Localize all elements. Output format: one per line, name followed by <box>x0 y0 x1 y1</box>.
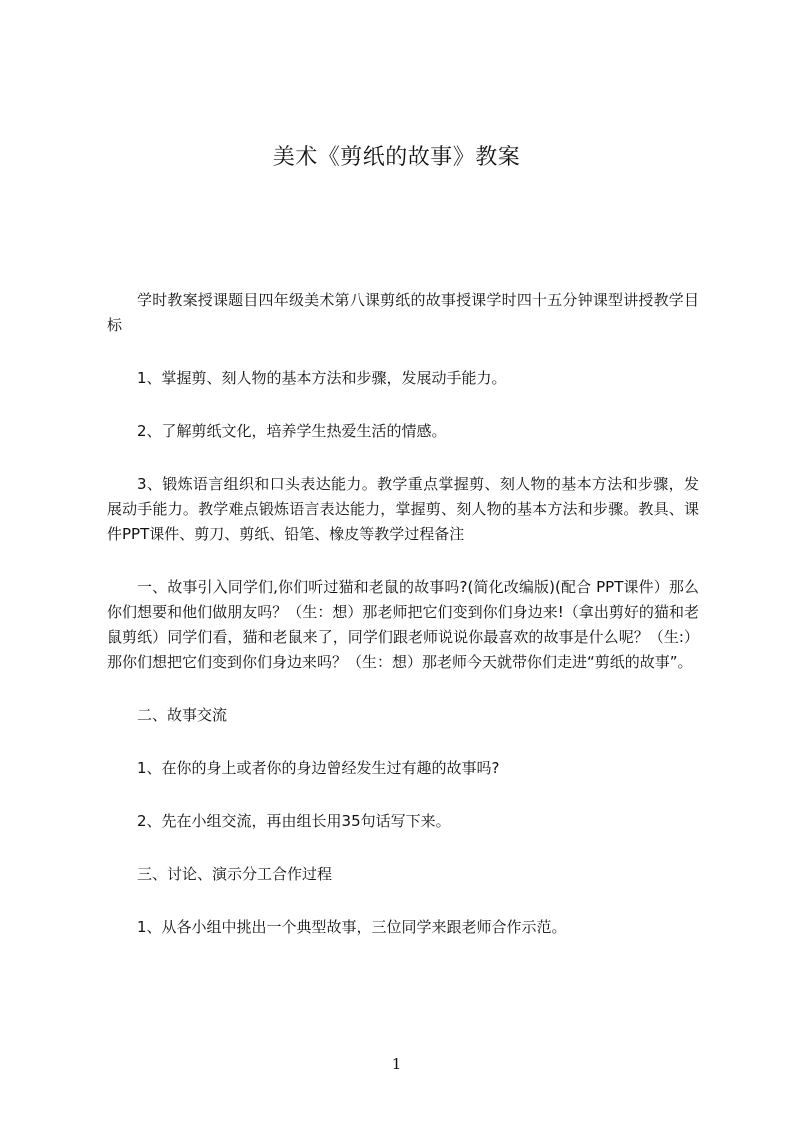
heading-story-exchange: 二、故事交流 <box>137 706 228 724</box>
paragraph-objective-1: 1、掌握剪、刻人物的基本方法和步骤，发展动手能力。 <box>137 369 507 387</box>
document-body <box>107 288 699 940</box>
paragraph-exchange-1: 1、在你的身上或者你的身边曾经发生过有趣的故事吗? <box>137 759 500 777</box>
paragraph-lesson-info: 学时教案授课题目四年级美术第八课剪纸的故事授课学时四十五分钟课型讲授教学目标 <box>107 291 699 334</box>
paragraph-story-intro: 一、故事引入同学们,你们听过猫和老鼠的故事吗?(简化改编版)(配合 PPT课件）那么你们想要和他们做朋友吗？（生：想）那老师把它们变到你们身边来!（拿出剪好的猫和老鼠剪纸）同学们看，猫和老鼠来了，同学们跟老师说说你最喜欢的故事是什么呢？（生:）那你们想把它们变到你们身边来吗？（生：想）那老师今天就带你们走进“剪纸的故事”。 <box>107 578 699 671</box>
heading-discussion: 三、讨论、演示分工合作过程 <box>137 865 333 883</box>
paragraph-objective-2: 2、了解剪纸文化，培养学生热爱生活的情感。 <box>137 422 447 440</box>
paragraph-discussion-1: 1、从各小组中挑出一个典型故事，三位同学来跟老师合作示范。 <box>137 918 567 936</box>
paragraph-objective-3: 3、锻炼语言组织和口头表达能力。教学重点掌握剪、刻人物的基本方法和步骤，发展动手能力。教学难点锻炼语言表达能力，掌握剪、刻人物的基本方法和步骤。教具、课件PPT课件、剪刀、剪纸、铅笔、橡皮等教学过程备注 <box>107 475 699 543</box>
document-title: 美术《剪纸的故事》教案 <box>272 145 521 170</box>
paragraph-exchange-2: 2、先在小组交流，再由组长用35句话写下来。 <box>137 812 451 830</box>
page-number: 1 <box>391 1055 402 1073</box>
